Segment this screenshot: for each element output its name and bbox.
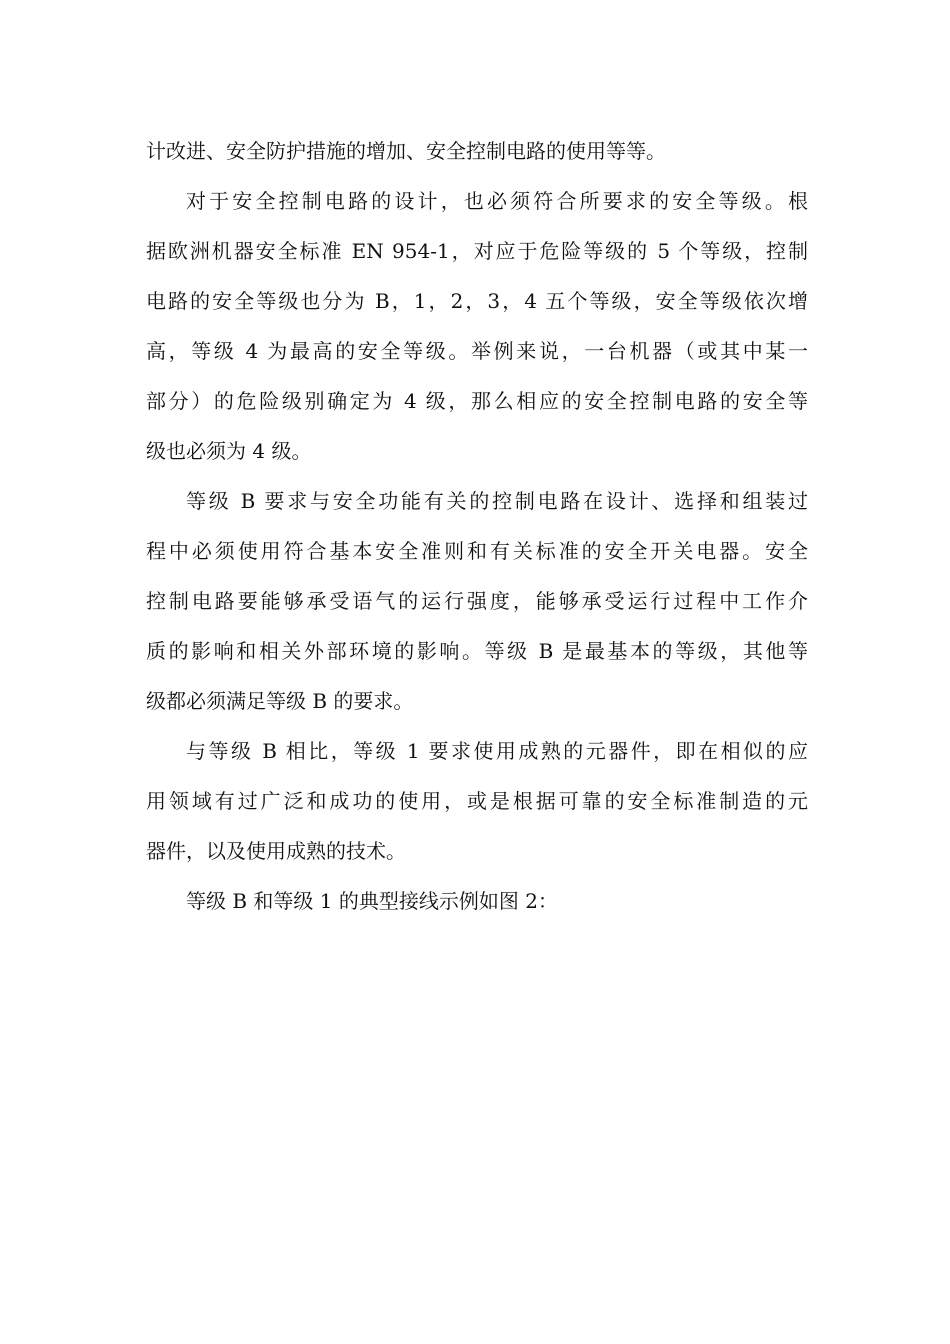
paragraph-line: 据欧洲机器安全标准 EN 954-1，对应于危险等级的 5 个等级，控制 bbox=[146, 239, 808, 263]
paragraph-line: 级都必须满足等级 B 的要求。 bbox=[146, 689, 414, 713]
paragraph-line: 等级 B 要求与安全功能有关的控制电路在设计、选择和组装过 bbox=[186, 489, 808, 513]
body-text bbox=[146, 126, 808, 926]
paragraph-line: 程中必须使用符合基本安全准则和有关标准的安全开关电器。安全 bbox=[146, 539, 808, 563]
paragraph-line: 级也必须为 4 级。 bbox=[146, 439, 312, 463]
paragraph-line: 器件，以及使用成熟的技术。 bbox=[146, 839, 406, 863]
paragraph-line: 与等级 B 相比，等级 1 要求使用成熟的元器件，即在相似的应 bbox=[186, 739, 808, 763]
paragraph-line: 等级 B 和等级 1 的典型接线示例如图 2： bbox=[186, 889, 558, 913]
paragraph-line: 电路的安全等级也分为 B，1，2，3，4 五个等级，安全等级依次增 bbox=[146, 289, 808, 313]
paragraph-line: 用领域有过广泛和成功的使用，或是根据可靠的安全标准制造的元 bbox=[146, 789, 808, 813]
paragraph-line: 质的影响和相关外部环境的影响。等级 B 是最基本的等级，其他等 bbox=[146, 639, 808, 663]
paragraph-line: 部分）的危险级别确定为 4 级，那么相应的安全控制电路的安全等 bbox=[146, 389, 808, 413]
paragraph-line: 计改进、安全防护措施的增加、安全控制电路的使用等等。 bbox=[146, 139, 666, 163]
paragraph-line: 对于安全控制电路的设计，也必须符合所要求的安全等级。根 bbox=[186, 189, 808, 213]
paragraph-line: 控制电路要能够承受语气的运行强度，能够承受运行过程中工作介 bbox=[146, 589, 808, 613]
paragraph-line: 高，等级 4 为最高的安全等级。举例来说，一台机器（或其中某一 bbox=[146, 339, 808, 363]
